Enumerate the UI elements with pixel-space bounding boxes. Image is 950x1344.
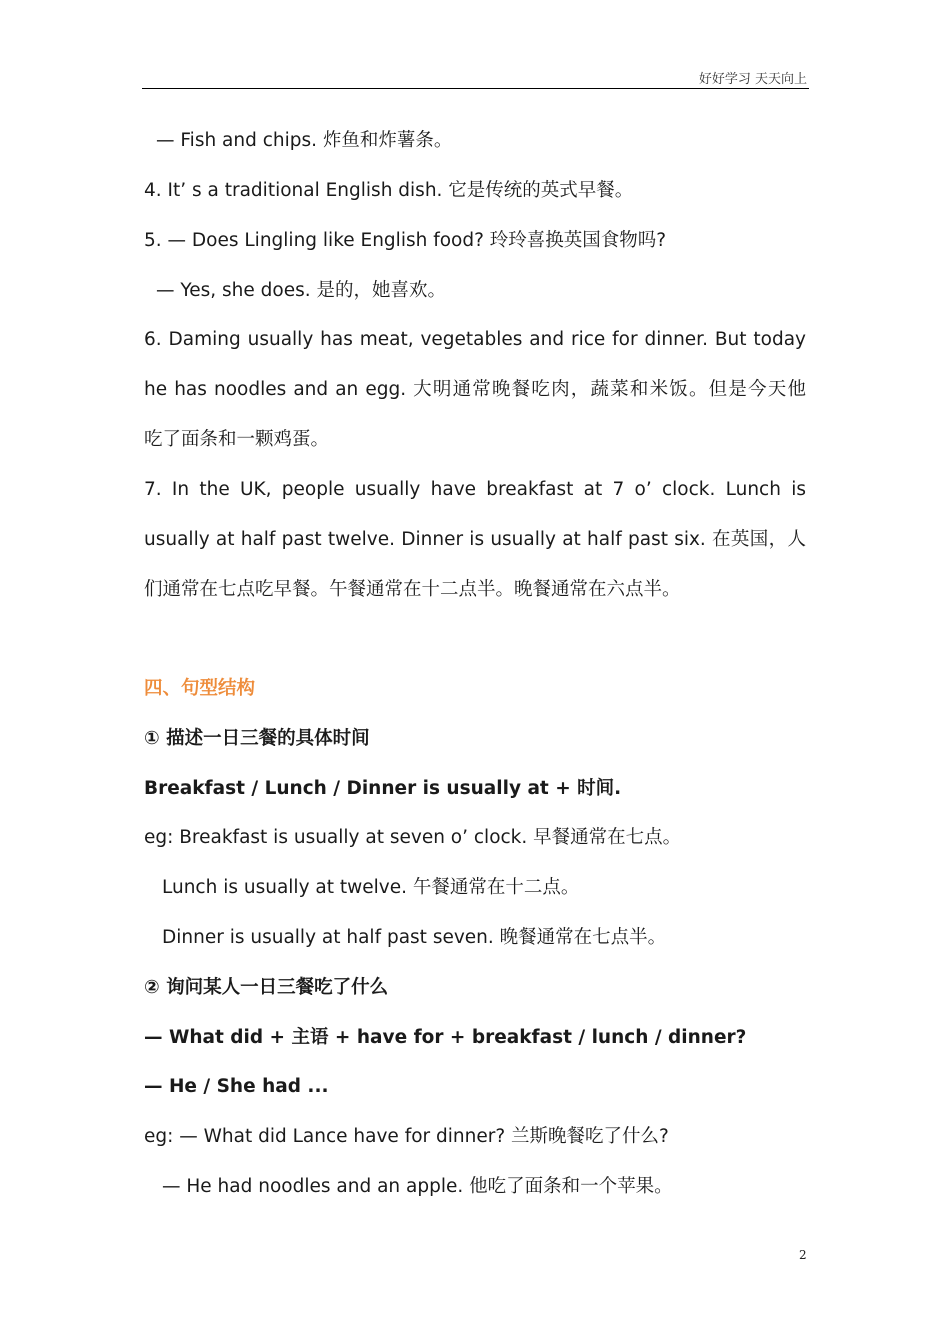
header-divider [142, 88, 809, 89]
sentence-6-line-3: 吃了面条和一颗鸡蛋。 [144, 429, 330, 450]
sentence-7-line-1: 7. In the UK, people usually have breakfast at 7 o’ clock. Lunch is [144, 479, 806, 500]
page-number: 2 [799, 1248, 807, 1262]
sentence-6-line-1: 6. Daming usually has meat, vegetables and rice for dinner. But today [144, 329, 806, 350]
dialog-line-fish-and-chips: — Fish and chips. 炸鱼和炸薯条。 [156, 130, 453, 151]
subheading-what-eaten: ② 询问某人一日三餐吃了什么 [144, 977, 389, 998]
pattern-question: — What did + 主语 + have for + breakfast / lunch / dinner? [144, 1027, 747, 1048]
section-heading: 四、句型结构 [144, 678, 256, 699]
sentence-6-line-2: he has noodles and an egg. 大明通常晚餐吃肉，蔬菜和米饭。但是今天他 [144, 379, 806, 400]
sentence-4: 4. It’ s a traditional English dish. 它是传统的英式早餐。 [144, 180, 634, 201]
example-answer: — He had noodles and an apple. 他吃了面条和一个苹果。 [162, 1176, 673, 1197]
pattern-meal-times: Breakfast / Lunch / Dinner is usually at + 时间. [144, 778, 622, 799]
example-lunch: Lunch is usually at twelve. 午餐通常在十二点。 [162, 877, 580, 898]
sentence-7-line-3: 们通常在七点吃早餐。午餐通常在十二点半。晚餐通常在六点半。 [144, 579, 681, 600]
pattern-answer: — He / She had ... [144, 1076, 329, 1097]
subheading-meal-times: ① 描述一日三餐的具体时间 [144, 728, 370, 749]
sentence-5-answer: — Yes, she does. 是的，她喜欢。 [156, 280, 446, 301]
sentence-7-line-2: usually at half past twelve. Dinner is usually at half past six. 在英国，人 [144, 529, 806, 550]
header-motto: 好好学习 天天向上 [698, 72, 807, 87]
example-question: eg: — What did Lance have for dinner? 兰斯晚餐吃了什么? [144, 1126, 669, 1147]
sentence-5-question: 5. — Does Lingling like English food? 玲玲喜换英国食物吗? [144, 230, 667, 251]
example-dinner: Dinner is usually at half past seven. 晚餐通常在七点半。 [162, 927, 667, 948]
example-breakfast: eg: Breakfast is usually at seven o’ clock. 早餐通常在七点。 [144, 827, 682, 848]
